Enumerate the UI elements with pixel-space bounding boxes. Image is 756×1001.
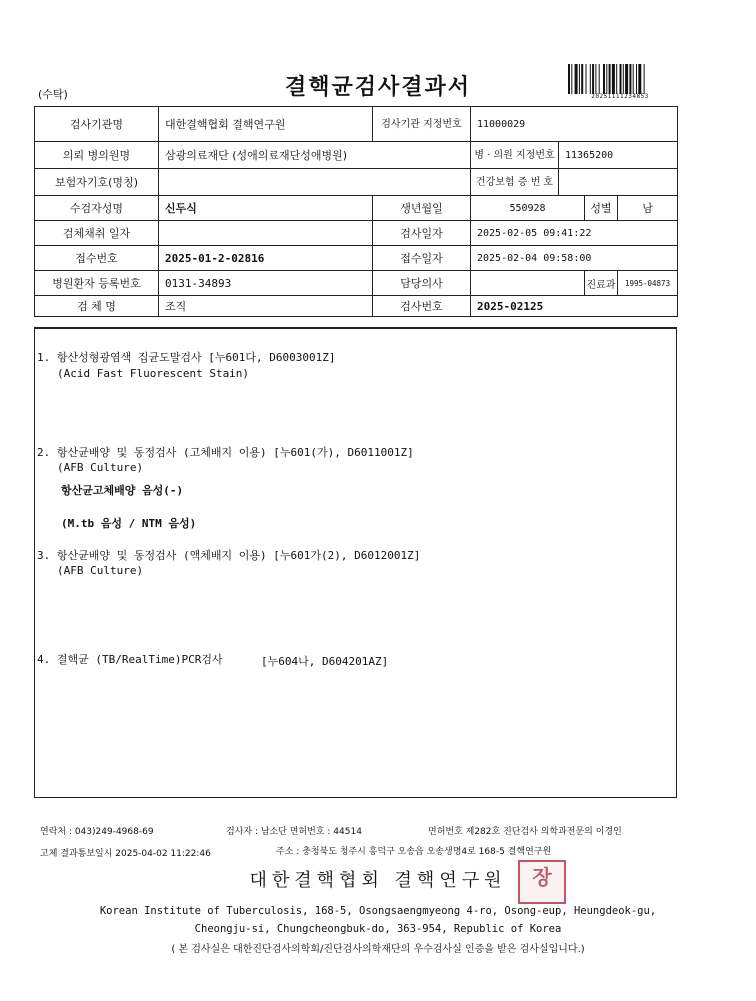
receipt-no-label: 접수번호 xyxy=(35,246,159,271)
patient-info-table xyxy=(34,106,678,317)
specimen-label: 검 체 명 xyxy=(35,296,159,317)
institute-address-en-2: Cheongju-si, Chungcheongbuk-do, 363-954, Republic of Korea xyxy=(194,923,562,935)
seal-stamp-icon xyxy=(518,860,566,904)
dept-label: 진료과 xyxy=(585,271,618,296)
test-date-label: 검사일자 xyxy=(373,221,471,246)
collect-date-label: 검체채취 일자 xyxy=(35,221,159,246)
dob-label: 생년월일 xyxy=(373,196,471,221)
doctor-label: 담당의사 xyxy=(373,271,471,296)
report-time: 고체 결과통보일시 2025-04-02 11:22:46 xyxy=(40,849,211,859)
health-ins-value xyxy=(559,169,678,196)
receipt-label: (수탁) xyxy=(38,88,68,101)
insured-label: 보험자기호(명칭) xyxy=(35,169,159,196)
test-no: 2025-02125 xyxy=(471,296,678,317)
health-ins-label: 건강보험 증 번 호 xyxy=(471,169,559,196)
patient-name: 신두식 xyxy=(159,196,373,221)
receipt-date-label: 접수일자 xyxy=(373,246,471,271)
patient-name-label: 수검자성명 xyxy=(35,196,159,221)
insured-value xyxy=(159,169,471,196)
result-item-4: 4. 결핵균 (TB/RealTime)PCR검사 xyxy=(37,653,223,666)
result-item-4-code: [누604나, D604201AZ] xyxy=(261,655,389,668)
result-item-3: 3. 항산균배양 및 동정검사 (액체배지 이용) [누601가(2), D6012001Z] xyxy=(37,549,421,562)
lab-code: 11000029 xyxy=(471,107,678,142)
sex-label: 성별 xyxy=(585,196,618,221)
test-date: 2025-02-05 09:41:22 xyxy=(471,221,678,246)
lab-name: 대한결핵협회 결핵연구원 xyxy=(159,107,373,142)
result-item-2-detail: (M.tb 음성 / NTM 음성) xyxy=(61,517,197,530)
lab-name-label: 검사기관명 xyxy=(35,107,159,142)
certification-note: ( 본 검사실은 대한진단검사의학회/진단검사의학재단의 우수검사실 인증을 받은 검사실입니다.) xyxy=(171,944,585,955)
barcode-number: 20251111234853 xyxy=(591,93,649,100)
result-item-1-en: (Acid Fast Fluorescent Stain) xyxy=(57,367,250,380)
specimen: 조직 xyxy=(159,296,373,317)
lab-code-label: 검사기관 지정번호 xyxy=(373,107,471,142)
result-item-1: 1. 항산성형광염색 집균도말검사 [누601다, D6003001Z] xyxy=(37,351,336,364)
result-item-2: 2. 항산균배양 및 동정검사 (고체배지 이용) [누601(가), D6011001Z] xyxy=(37,446,414,459)
seal-text: 장 xyxy=(532,865,552,889)
doctor xyxy=(471,271,585,296)
address: 주소 : 충청북도 청주시 흥덕구 오송읍 오송생명4로 168-5 결핵연구원 xyxy=(276,847,552,857)
dob: 550928 xyxy=(471,196,585,221)
barcode-icon xyxy=(568,64,672,94)
receipt-date: 2025-02-04 09:58:00 xyxy=(471,246,678,271)
result-item-2-outcome: 항산균고체배양 음성(-) xyxy=(61,484,184,497)
test-no-label: 검사번호 xyxy=(373,296,471,317)
document-title: 결핵균검사결과서 xyxy=(284,75,472,100)
clinic-code: 11365200 xyxy=(559,142,678,169)
tester-info: 검사자 : 남소단 면허번호 : 44514 xyxy=(226,827,362,837)
doctor-license: 면허번호 제282호 진단검사 의학과전문의 이경인 xyxy=(428,827,622,837)
collect-date xyxy=(159,221,373,246)
sex: 남 xyxy=(618,196,678,221)
institute-name: 대한결핵협회 결핵연구원 xyxy=(249,870,507,891)
hospital-reg-label: 병원환자 등록번호 xyxy=(35,271,159,296)
clinic-code-label: 병 · 의원 지정번호 xyxy=(471,142,559,169)
client-label: 의뢰 병의원명 xyxy=(35,142,159,169)
receipt-no: 2025-01-2-02816 xyxy=(159,246,373,271)
result-item-3-en: (AFB Culture) xyxy=(57,564,144,577)
results-panel xyxy=(34,327,677,798)
hospital-reg: 0131-34893 xyxy=(159,271,373,296)
contact-info: 연락처 : 043)249-4968-69 xyxy=(40,827,154,837)
result-item-2-en: (AFB Culture) xyxy=(57,461,144,474)
dept: 1995-04873 xyxy=(618,271,678,296)
client-name: 삼광의료재단 (성애의료재단성애병원) xyxy=(159,142,471,169)
institute-address-en-1: Korean Institute of Tuberculosis, 168-5, Osongsaengmyeong 4-ro, Osong-eup, Heungdeok-gu, xyxy=(99,905,657,917)
